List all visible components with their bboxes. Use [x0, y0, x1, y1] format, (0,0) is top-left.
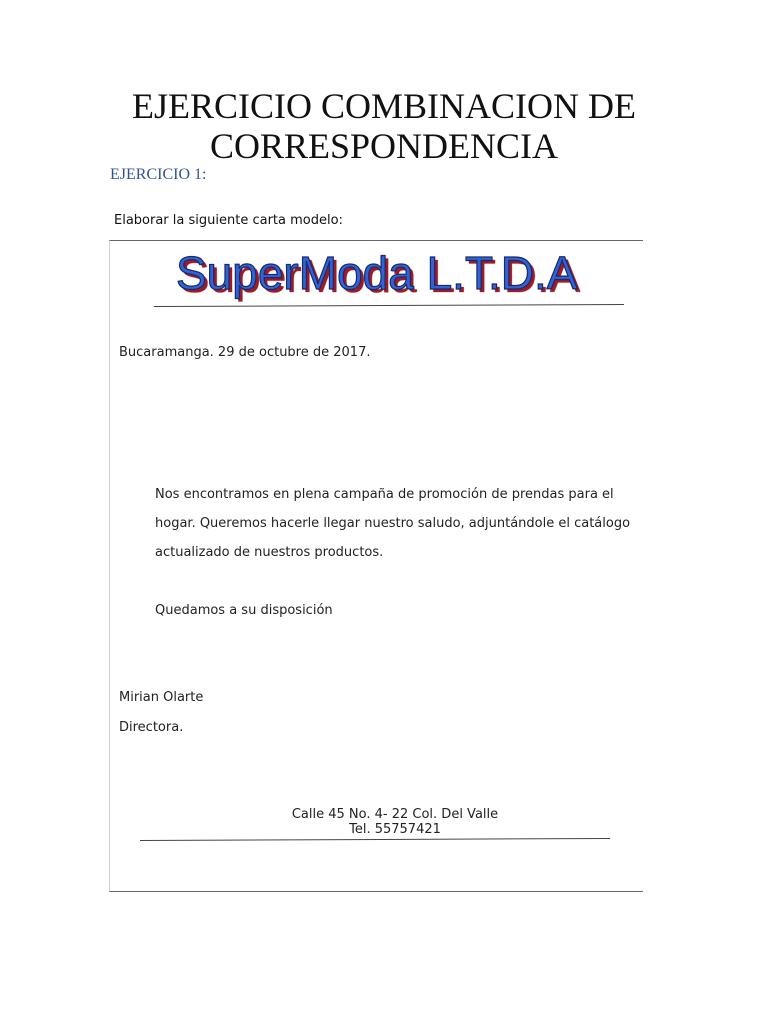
footer-address: Calle 45 No. 4- 22 Col. Del Valle	[291, 807, 499, 822]
letter-frame	[109, 240, 643, 892]
page-title	[0, 86, 768, 166]
exercise-heading: EJERCICIO 1:	[110, 166, 207, 183]
letter-body-line-3: actualizado de nuestros productos.	[155, 545, 384, 560]
instruction-text: Elaborar la siguiente carta modelo:	[114, 213, 343, 228]
page-title-line-2: CORRESPONDENCIA	[209, 126, 559, 166]
company-logo: SuperModa L.T.D.A	[176, 247, 578, 299]
letter-date: Bucaramanga. 29 de octubre de 2017.	[119, 345, 371, 360]
footer-divider	[140, 838, 610, 841]
signer-role: Directora.	[119, 720, 184, 735]
letter-closing: Quedamos a su disposición	[155, 603, 333, 618]
footer-phone: Tel. 55757421	[349, 822, 441, 837]
letter-content	[110, 241, 643, 891]
header-divider	[154, 304, 624, 307]
signer-name: Mirian Olarte	[119, 690, 204, 705]
letter-footer	[270, 807, 520, 837]
letter-body-line-1: Nos encontramos en plena campaña de promoción de prendas para el	[155, 487, 614, 502]
page-title-line-1: EJERCICIO COMBINACION DE	[132, 86, 636, 126]
letter-body-line-2: hogar. Queremos hacerle llegar nuestro saludo, adjuntándole el catálogo	[155, 516, 631, 531]
